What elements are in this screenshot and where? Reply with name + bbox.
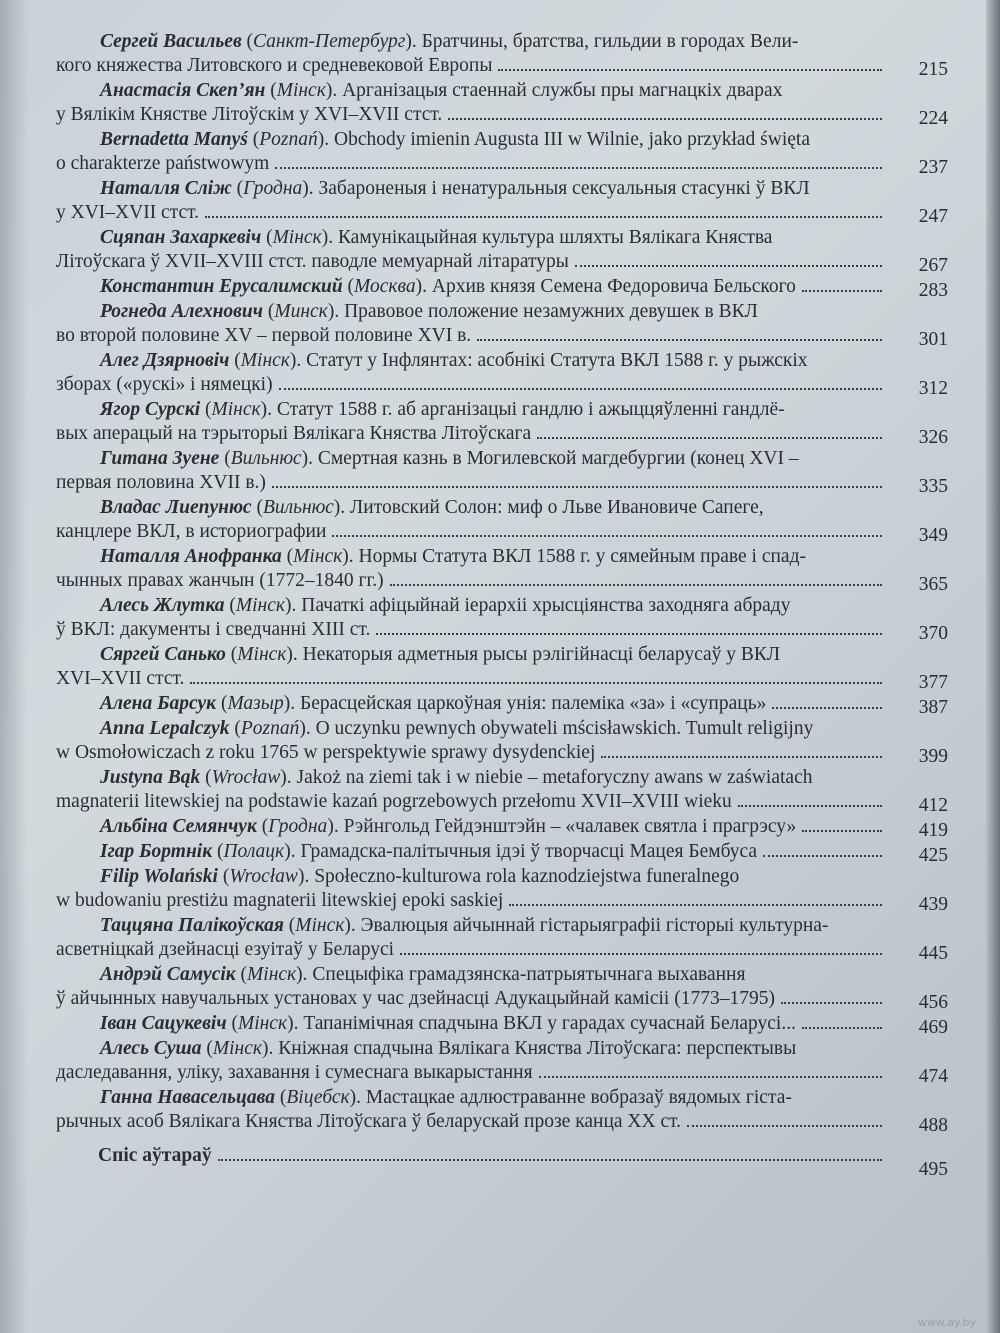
- entry-first-line: [56, 447, 886, 471]
- table-of-contents: [56, 30, 948, 1180]
- entry-title-start: . Кніжная спадчына Вялікага Княства Літоўскага: перспектывы: [268, 1038, 797, 1059]
- entry-page-number: 469: [918, 1017, 948, 1038]
- entry-title-start: . Нормы Статута ВКЛ 1588 г. у сямейным праве і спад-: [348, 546, 806, 567]
- toc-entry: [56, 545, 948, 593]
- punct: (: [212, 841, 224, 862]
- entry-page-number: 335: [918, 476, 948, 497]
- leader-dots: [539, 1076, 882, 1078]
- punct: (: [201, 1038, 213, 1059]
- entry-title-end: во второй половине XV – первой половине XVI в.: [56, 325, 472, 346]
- entry-page-number: 456: [918, 992, 948, 1013]
- punct: (: [225, 644, 238, 665]
- entry-title-start: . Забароненыя і ненатуральныя сексуальныя стасункі ў ВКЛ: [308, 178, 810, 199]
- entry-title-start: . Камунікацыйная культура шляхты Вялікага Княства: [328, 227, 773, 248]
- leader-dots: [498, 69, 882, 71]
- entry-city: Мінск: [295, 915, 345, 936]
- entry-first-line: [56, 79, 886, 103]
- entry-author: Владас Лиепунюс: [100, 497, 252, 518]
- entry-page-number: 488: [918, 1115, 948, 1136]
- entry-first-line: [56, 766, 886, 790]
- page-gutter-shadow: [0, 0, 28, 1333]
- leader-dots: [448, 118, 882, 120]
- entry-title-end: у XVI–XVII стст.: [56, 202, 200, 223]
- entry-last-line: [56, 152, 886, 176]
- leader-dots: [218, 1159, 882, 1161]
- toc-entry: [56, 398, 948, 446]
- entry-author: Алег Дзярновіч: [100, 350, 230, 371]
- entry-last-line: [56, 520, 886, 544]
- entry-title-start: . Спецыфіка грамадзянска-патрыятычнага выхавання: [302, 964, 746, 985]
- toc-entry: [56, 840, 948, 864]
- entry-line-text: [56, 815, 796, 839]
- toc-entry: [56, 349, 948, 397]
- toc-entry: [56, 643, 948, 691]
- punct: ): [301, 448, 309, 469]
- entry-title-end: XVI–XVII стст.: [56, 668, 185, 689]
- entry-last-line: [56, 1061, 886, 1085]
- entry-title-start: . Литовский Солон: миф о Льве Ивановиче Сапеге,: [340, 497, 764, 518]
- entry-author: Сцяпан Захаркевіч: [100, 227, 262, 248]
- entry-author: Гитана Зуене: [100, 448, 220, 469]
- punct: ): [333, 497, 341, 518]
- punct: ): [327, 301, 335, 322]
- entry-author: Алесь Суша: [100, 1038, 202, 1059]
- entry-last-line: [56, 569, 886, 593]
- entry-page-number: 474: [918, 1066, 948, 1087]
- toc-entry: [56, 226, 948, 274]
- entry-city: Poznań: [259, 129, 318, 150]
- punct: (: [283, 915, 296, 936]
- leader-dots: [802, 830, 882, 832]
- toc-entry: [56, 177, 948, 225]
- entry-first-line: [56, 914, 886, 938]
- entry-page-number: 215: [918, 59, 948, 80]
- leader-dots: [390, 584, 882, 586]
- punct: (: [216, 693, 228, 714]
- toc-entry: [56, 447, 948, 495]
- entry-page-number: 399: [918, 746, 948, 767]
- entry-page-number: 419: [918, 820, 948, 841]
- entry-author: Таццяна Палікоўская: [100, 915, 284, 936]
- entry-title-end: ў ВКЛ: дакументы і сведчанні XIII ст.: [56, 619, 371, 640]
- toc-entry: [56, 128, 948, 176]
- punct: ): [325, 80, 333, 101]
- punct: ): [415, 276, 423, 297]
- entry-title-start: . Братчины, братства, гильдии в городах Вели-: [411, 31, 799, 52]
- leader-dots: [279, 388, 882, 390]
- entry-city: Вильнюс: [230, 448, 302, 469]
- punct: (: [274, 1087, 287, 1108]
- leader-dots: [601, 756, 882, 758]
- punct: ): [289, 350, 297, 371]
- punct: (: [261, 227, 273, 248]
- entry-city: Мінск: [235, 595, 285, 616]
- leader-dots: [575, 265, 882, 267]
- entry-page-number: 267: [918, 255, 948, 276]
- entry-title-start: . Некаторыя адметныя рысы рэлігійнасці беларусаў у ВКЛ: [292, 644, 781, 665]
- entry-first-line: [56, 545, 886, 569]
- punct: ): [283, 693, 291, 714]
- authors-list-page: 495: [918, 1159, 948, 1180]
- entry-author: Сергей Васильев: [100, 31, 242, 52]
- punct: ): [284, 841, 291, 862]
- entry-title-start: . Jakoż na ziemi tak i w niebie – metaforyczny awans w zaświatach: [286, 767, 813, 788]
- entry-city: Москва: [354, 276, 416, 297]
- entry-title-end: первая половина XVII в.): [56, 472, 266, 493]
- punct: ): [286, 644, 293, 665]
- entry-last-line: [56, 373, 886, 397]
- entry-author: Justyna Bąk: [100, 767, 201, 788]
- toc-entry: [56, 1086, 948, 1134]
- entry-city: Мінск: [212, 1038, 263, 1059]
- toc-entry: [56, 275, 948, 299]
- entry-city: Гродна: [243, 178, 303, 199]
- punct: (: [265, 80, 277, 101]
- toc-entry: [56, 1012, 948, 1036]
- entry-city: Мінск: [237, 644, 287, 665]
- punct: (: [256, 816, 269, 837]
- punct: (: [226, 1013, 238, 1034]
- entry-page-number: 283: [918, 280, 948, 301]
- entry-title-end: канцлере ВКЛ, в историографии: [56, 521, 327, 542]
- entry-page-number: 377: [918, 672, 948, 693]
- entry-author: Наталля Сліж: [100, 178, 232, 199]
- leader-dots: [376, 633, 882, 635]
- entry-last-line: [56, 1110, 886, 1134]
- entry-title-end: зборах («рускі» і нямецкі): [56, 374, 273, 395]
- entry-last-line: [56, 103, 886, 127]
- entry-title-start: . Архив князя Семена Федоровича Бельского: [422, 276, 796, 297]
- leader-dots: [763, 855, 882, 857]
- punct: ): [297, 866, 305, 887]
- entry-last-line: [56, 54, 886, 78]
- entry-line-text: [56, 275, 796, 299]
- leader-dots: [802, 1027, 882, 1029]
- entry-city: Мінск: [211, 399, 261, 420]
- entry-title-start: . Арганізацыя стаеннай службы пры магнацкіх дварах: [332, 80, 783, 101]
- punct: (: [229, 718, 241, 739]
- entry-last-line: [56, 987, 886, 1011]
- entry-city: Wrocław: [229, 866, 298, 887]
- toc-entry: [56, 496, 948, 544]
- punct: (: [217, 866, 230, 887]
- punct: ): [302, 178, 309, 199]
- punct: (: [219, 448, 231, 469]
- entry-city: Poznań: [240, 718, 300, 739]
- punct: (: [200, 399, 212, 420]
- entry-first-line: [56, 30, 886, 54]
- entry-page-number: 224: [918, 108, 948, 129]
- entry-city: Гродна: [268, 816, 328, 837]
- punct: ): [321, 227, 329, 248]
- toc-entry: [56, 1037, 948, 1085]
- toc-entry: [56, 692, 948, 716]
- authors-list-label: Спіс аўтараў: [98, 1145, 212, 1166]
- leader-dots: [687, 1125, 882, 1127]
- leader-dots: [332, 535, 882, 537]
- punct: (: [229, 350, 241, 371]
- entry-city: Віцебск: [286, 1087, 350, 1108]
- entry-title-end: даследавання, уліку, захавання і сумеснага выкарыстання: [56, 1062, 533, 1083]
- entry-title-start: . Статут у Інфлянтах: асобнікі Статута ВКЛ 1588 г. у рыжскіх: [296, 350, 808, 371]
- entry-city: Полацк: [223, 841, 285, 862]
- punct: ): [299, 718, 306, 739]
- entry-page-number: 439: [918, 894, 948, 915]
- entry-page-number: 445: [918, 943, 948, 964]
- entry-first-line: [56, 300, 886, 324]
- authors-list-entry: [56, 1144, 948, 1180]
- punct: ): [262, 1038, 269, 1059]
- entry-title-end: o charakterze państwowym: [56, 153, 270, 174]
- punct: ): [317, 129, 325, 150]
- leader-dots: [400, 953, 882, 955]
- leader-dots: [738, 805, 882, 807]
- entry-first-line: [56, 1037, 886, 1061]
- entry-title-end: у Вялікім Княстве Літоўскім у XVI–XVII стст.: [56, 104, 443, 125]
- leader-dots: [781, 1002, 882, 1004]
- leader-dots: [477, 339, 882, 341]
- entry-title-start: . Тапанімічная спадчына ВКЛ у гарадах сучаснай Беларусі...: [293, 1013, 796, 1034]
- toc-entry: [56, 963, 948, 1011]
- punct: ): [327, 816, 334, 837]
- entry-page-number: 365: [918, 574, 948, 595]
- entry-title-start: . Społeczno-kulturowa rola kaznodziejstwa funeralnego: [304, 866, 740, 887]
- leader-dots: [537, 437, 882, 439]
- entry-single-line: [56, 840, 886, 864]
- entry-title-end: чынных правах жанчын (1772–1840 гг.): [56, 570, 384, 591]
- toc-entry: [56, 766, 948, 814]
- entry-single-line: [56, 1012, 886, 1036]
- entry-title-end: w Osmołowiczach z roku 1765 w perspektywie sprawy dysydenckiej: [56, 742, 596, 763]
- entry-city: Мінск: [247, 964, 297, 985]
- entry-page-number: 247: [918, 206, 948, 227]
- punct: (: [200, 767, 212, 788]
- entry-city: Wrocław: [211, 767, 281, 788]
- punct: (: [281, 546, 294, 567]
- leader-dots: [272, 486, 882, 488]
- entry-page-number: 370: [918, 623, 948, 644]
- entry-author: Алесь Жлутка: [100, 595, 225, 616]
- entry-first-line: [56, 643, 886, 667]
- entry-title-start: . Статут 1588 г. аб арганізацыі гандлю і ажыццяўленні гандлё-: [267, 399, 785, 420]
- entry-title-end: вых аперацый на тэрыторыі Вялікага Княства Літоўскага: [56, 423, 532, 444]
- entry-author: Анастасія Скеп’ян: [100, 80, 266, 101]
- entry-single-line: [56, 692, 886, 716]
- toc-entry: [56, 865, 948, 913]
- toc-entry: [56, 594, 948, 642]
- entry-first-line: [56, 398, 886, 422]
- entry-page-number: 312: [918, 378, 948, 399]
- entry-line-text: [56, 840, 757, 864]
- entry-author: Константин Ерусалимский: [100, 276, 343, 297]
- entry-last-line: [56, 618, 886, 642]
- leader-dots: [772, 707, 882, 709]
- punct: (: [235, 964, 248, 985]
- authors-list-line: [98, 1144, 886, 1168]
- entry-title-end: ў айчынных навучальных установах у час дзейнасці Адукацыйнай камісіі (1773–1795): [56, 988, 775, 1009]
- entry-last-line: [56, 790, 886, 814]
- punct: ): [349, 1087, 357, 1108]
- punct: (: [241, 31, 254, 52]
- toc-entry: [56, 300, 948, 348]
- entry-city: Мінск: [272, 227, 322, 248]
- watermark: www.ay.by: [917, 1316, 976, 1329]
- toc-entry: [56, 815, 948, 839]
- entry-page-number: 301: [918, 329, 948, 350]
- entry-last-line: [56, 201, 886, 225]
- entry-title-start: . Эвалюцыя айчыннай гістарыяграфіі гісторыі культурна-: [350, 915, 829, 936]
- punct: (: [251, 497, 263, 518]
- entry-title-end: кого княжества Литовского и средневековой Европы: [56, 55, 493, 76]
- entry-author: Ігар Бортнік: [100, 841, 213, 862]
- punct: (: [224, 595, 236, 616]
- entry-page-number: 425: [918, 845, 948, 866]
- leader-dots: [802, 290, 882, 292]
- entry-title-start: . Рэйнгольд Гейдэнштэйн – «чалавек святла і прагрэсу»: [333, 816, 797, 837]
- entry-city: Санкт-Петербург: [253, 31, 406, 52]
- entry-author: Ягор Сурскі: [100, 399, 201, 420]
- entry-title-end: w budowaniu prestiżu magnaterii litewskiej epoki saskiej: [56, 890, 504, 911]
- entry-city: Мазыр: [227, 693, 284, 714]
- entry-author: Альбіна Семянчук: [100, 816, 257, 837]
- entry-first-line: [56, 717, 886, 741]
- leader-dots: [275, 167, 882, 169]
- entry-page-number: 387: [918, 697, 948, 718]
- punct: (: [247, 129, 260, 150]
- punct: ): [284, 595, 292, 616]
- entry-last-line: [56, 324, 886, 348]
- entry-city: Мінск: [237, 1013, 288, 1034]
- entry-title-start: . O uczynku pewnych obywateli mścisławskich. Tumult religijny: [305, 718, 814, 739]
- entry-author: Anna Lepalczyk: [100, 718, 230, 739]
- punct: ): [342, 546, 349, 567]
- entry-first-line: [56, 865, 886, 889]
- punct: ): [405, 31, 412, 52]
- page-edge: [986, 0, 1000, 1333]
- entry-line-text: [56, 1012, 796, 1036]
- entry-title-end: рычных асоб Вялікага Княства Літоўскага ў беларускай прозе канца XX ст.: [56, 1111, 682, 1132]
- punct: ): [344, 915, 351, 936]
- entry-first-line: [56, 128, 886, 152]
- entry-title-start: . Мастацкае адлюстраванне вобразаў вядомых гіста-: [356, 1087, 792, 1108]
- entry-last-line: [56, 938, 886, 962]
- entry-single-line: [56, 275, 886, 299]
- punct: (: [342, 276, 355, 297]
- punct: (: [231, 178, 244, 199]
- leader-dots: [190, 682, 882, 684]
- entry-page-number: 326: [918, 427, 948, 448]
- entry-city: Минск: [274, 301, 328, 322]
- entry-page-number: 349: [918, 525, 948, 546]
- entry-first-line: [56, 349, 886, 373]
- entry-first-line: [56, 1086, 886, 1110]
- entry-title-end: magnaterii litewskiej na podstawie kazań pogrzebowych przełomu XVII–XVIII wieku: [56, 791, 732, 812]
- entry-line-text: [56, 692, 766, 716]
- entry-title-start: . Obchody imienin Augusta III w Wilnie, jako przykład święta: [324, 129, 810, 150]
- entry-last-line: [56, 471, 886, 495]
- toc-entry: [56, 79, 948, 127]
- entry-city: Мінск: [293, 546, 343, 567]
- leader-dots: [509, 904, 882, 906]
- entry-first-line: [56, 226, 886, 250]
- toc-entry: [56, 914, 948, 962]
- entry-first-line: [56, 594, 886, 618]
- entry-author: Filip Wolański: [100, 866, 218, 887]
- entry-city: Мінск: [276, 80, 326, 101]
- entry-author: Андрэй Самусік: [100, 964, 236, 985]
- entry-title-start: . Берасцейская царкоўная унія: палеміка «за» і «супраць»: [290, 693, 767, 714]
- entry-author: Іван Сацукевіч: [100, 1013, 227, 1034]
- entry-author: Алена Барсук: [100, 693, 217, 714]
- entry-first-line: [56, 496, 886, 520]
- entry-author: Рогнеда Алехнович: [100, 301, 263, 322]
- entry-author: Сяргей Санько: [100, 644, 226, 665]
- entry-page-number: 412: [918, 795, 948, 816]
- entry-last-line: [56, 667, 886, 691]
- entry-last-line: [56, 250, 886, 274]
- entry-title-start: . Правовое положение незамужних девушек в ВКЛ: [334, 301, 758, 322]
- toc-entry: [56, 717, 948, 765]
- entry-first-line: [56, 177, 886, 201]
- entry-title-end: асветніцкай дзейнасці езуітаў у Беларусі: [56, 939, 395, 960]
- entry-city: Вильнюс: [262, 497, 334, 518]
- entry-city: Мінск: [240, 350, 290, 371]
- entry-title-start: . Смертная казнь в Могилевской магдебургии (конец XVI –: [308, 448, 799, 469]
- entry-single-line: [56, 815, 886, 839]
- punct: ): [260, 399, 268, 420]
- toc-entry: [56, 30, 948, 78]
- entry-title-start: . Грамадска-палітычныя ідэі ў творчасці Мацея Бембуса: [290, 841, 758, 862]
- entry-title-start: . Пачаткі афіцыйнай іерархіі хрысціянства заходняга абраду: [291, 595, 791, 616]
- punct: (: [262, 301, 275, 322]
- entry-title-end: Літоўскага ў XVII–XVIII стст. паводле мемуарнай літаратуры: [56, 251, 569, 272]
- punct: ): [280, 767, 287, 788]
- punct: ): [287, 1013, 294, 1034]
- entry-page-number: 237: [918, 157, 948, 178]
- leader-dots: [205, 216, 882, 218]
- entry-first-line: [56, 963, 886, 987]
- entry-author: Ганна Навасельцава: [100, 1087, 275, 1108]
- entry-author: Bernadetta Manyś: [100, 129, 248, 150]
- entry-last-line: [56, 889, 886, 913]
- punct: ): [296, 964, 303, 985]
- entry-author: Наталля Анофранка: [100, 546, 282, 567]
- entry-last-line: [56, 422, 886, 446]
- entry-last-line: [56, 741, 886, 765]
